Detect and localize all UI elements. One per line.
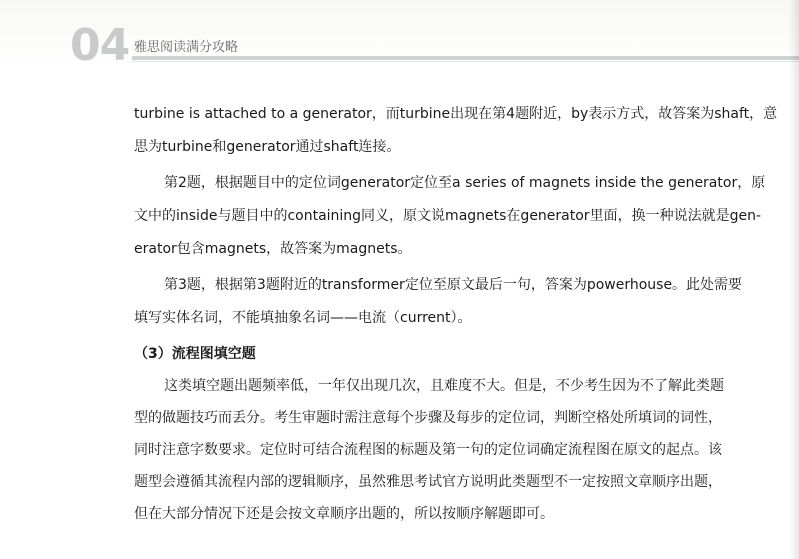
paragraph (134, 277, 790, 326)
section-heading: （3）流程图填空题 (134, 346, 256, 362)
page-header (0, 0, 799, 78)
text-line: 第3题，根据第3题附近的transformer定位至原文最后一句，答案为powerhouse。此处需要 (164, 277, 743, 293)
text-line: 型的做题技巧而丢分。考生审题时需注意每个步骤及每步的定位词，判断空格处所填词的词性， (134, 410, 722, 426)
paragraph (134, 175, 790, 257)
text-line: 题型会遵循其流程内部的逻辑顺序，虽然雅思考试官方说明此类题型不一定按照文章顺序出题， (134, 474, 722, 490)
text-line: 思为turbine和generator通过shaft连接。 (134, 139, 401, 155)
text-line: turbine is attached to a generator，而turbine出现在第4题附近，by表示方式，故答案为shaft，意 (134, 106, 778, 122)
book-title: 雅思阅读满分攻略 (134, 40, 239, 55)
paragraph (134, 106, 790, 155)
text-line: 第2题，根据题目中的定位词generator定位至a series of magnets inside the generator，原 (164, 175, 766, 191)
text-line: 这类填空题出题频率低，一年仅出现几次，且难度不大。但是，不少考生因为不了解此类题 (164, 378, 724, 394)
text-line: 同时注意字数要求。定位时可结合流程图的标题及第一句的定位词确定流程图在原文的起点。该 (134, 442, 722, 458)
text-line: 文中的inside与题目中的containing同义，原文说magnets在generator里面，换一种说法就是gen- (134, 208, 761, 224)
chapter-number: 04 (70, 20, 130, 71)
header-rule-thin (132, 61, 799, 62)
text-line: 但在大部分情况下还是会按文章顺序出题的，所以按顺序解题即可。 (134, 506, 554, 522)
text-line: erator包含magnets，故答案为magnets。 (134, 241, 412, 257)
paragraph (134, 378, 790, 522)
page-body (134, 106, 790, 522)
header-rule (132, 56, 799, 60)
text-line: 填写实体名词，不能填抽象名词——电流（current）。 (134, 310, 472, 326)
page-edge-shadow (789, 0, 799, 559)
